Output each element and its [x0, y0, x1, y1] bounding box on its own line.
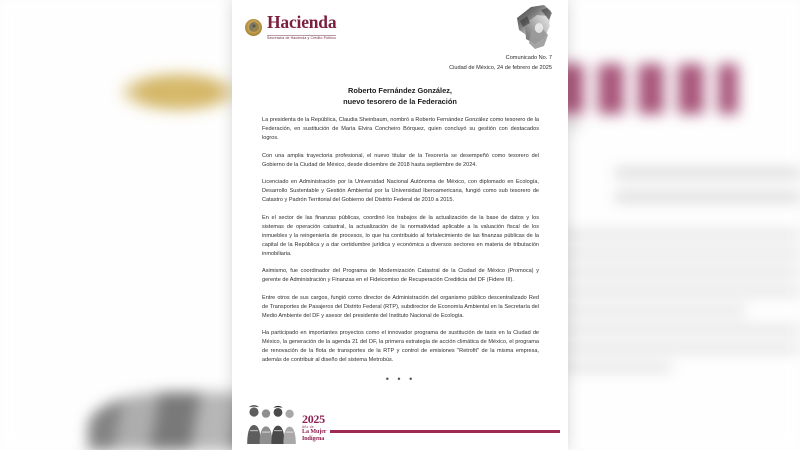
- mexican-eagle-seal-icon: [245, 19, 262, 36]
- flag-bearer-illustration: [511, 4, 556, 50]
- campaign-lockup: [246, 404, 326, 444]
- campaign-line-2: Indígena: [302, 435, 325, 442]
- body-paragraph: Con una amplia trayectoria profesional, el nuevo titular de la Tesorería se desempeñó como tesorero del Gobierno de la Ciudad de México, desde diciembre de 2018 hasta septiembre de 2024.: [262, 152, 539, 168]
- end-of-text-ellipsis: • • •: [385, 373, 416, 384]
- page-title-line-1: Roberto Fernández González,: [348, 86, 452, 96]
- brand-text-block: [267, 14, 336, 41]
- body-paragraph: Ha participado en importantes proyectos como el innovador programa de sustitución de taxis en la Ciudad de México, la generación de la agenda 21 del DF, la primera estrategia de acción climática de México, el programa de renovación de la flota de transportes de la RTP y control de emisiones "Retrofit" de la misma empresa, además de contribuir al diseño del sistema Metrobús.: [262, 330, 539, 364]
- body-paragraph: En el sector de las finanzas públicas, coordinó los trabajos de la actualización de la base de datos y los sistemas de operación catastral, la actualización de la normatividad aplicable a la valuación fiscal de los inmuebles y la reingeniería de procesos, lo que ha contribuido al fortalecimiento de las finanzas públicas de la capital de la República y a dar certidumbre jurídica y económica a diversos sectores en materia de tributación inmobiliaria.: [262, 214, 539, 257]
- campaign-line-1: La Mujer: [302, 429, 327, 436]
- footer-rule: [330, 430, 560, 433]
- place-and-date: Ciudad de México, 24 de febrero de 2025: [449, 64, 552, 71]
- campaign-text-block: [302, 413, 326, 444]
- body-paragraph: Licenciado en Administración por la Universidad Nacional Autónoma de México, con diplomado en Ecología, Desarrollo Sustentable y Gestión Ambiental por la Universidad Iberoamericana, fungió como sub tesorero de Catastro y Padrón Territorial del Gobierno del Distrito Federal de 2010 a 2015.: [262, 179, 539, 204]
- communique-document-page[interactable]: [232, 0, 568, 450]
- campaign-year: 2025: [302, 411, 325, 426]
- hacienda-brand-lockup: [245, 14, 336, 41]
- document-header: [232, 0, 568, 56]
- body-paragraph: Entre otros de sus cargos, fungió como director de Administración del organismo público descentralizado Red de Transportes de Pasajeros del Distrito Federal (RTP), subdirector de Economía Ambiental en la Secretaría del Medio Ambiente del DF y asesor del presidente del Instituto Nacional de Ecología.: [262, 294, 539, 319]
- bulletin-number: Comunicado No. 7: [505, 55, 552, 61]
- indigenous-women-illustration: [246, 404, 298, 444]
- brand-subtitle: Secretaría de Hacienda y Crédito Público: [267, 36, 337, 41]
- campaign-ano-de: Año de: [302, 424, 314, 429]
- body-paragraph: Asimismo, fue coordinador del Programa de Modernización Catastral de la Ciudad de México (Promoca) y gerente de Administración y Finanzas en el Fideicomiso de Recuperación Crediticia del DF (Fidere III).: [262, 268, 539, 284]
- document-meta: [232, 54, 568, 73]
- document-footer: [232, 396, 568, 450]
- document-body: [232, 107, 568, 383]
- page-title-line-2: nuevo tesorero de la Federación: [343, 97, 457, 107]
- background-eagle-seal-icon: [120, 72, 238, 112]
- brand-title: Hacienda: [267, 12, 337, 32]
- background-meta-lines: [615, 168, 800, 216]
- page-title: [232, 85, 568, 107]
- body-paragraph: La presidenta de la República, Claudia Sheinbaum, nombró a Roberto Fernández González como tesorero de la Federación, en sustitución de María Elvira Concheiro Bórquez, quien concluyó su gestión con destacados logros.: [262, 117, 539, 142]
